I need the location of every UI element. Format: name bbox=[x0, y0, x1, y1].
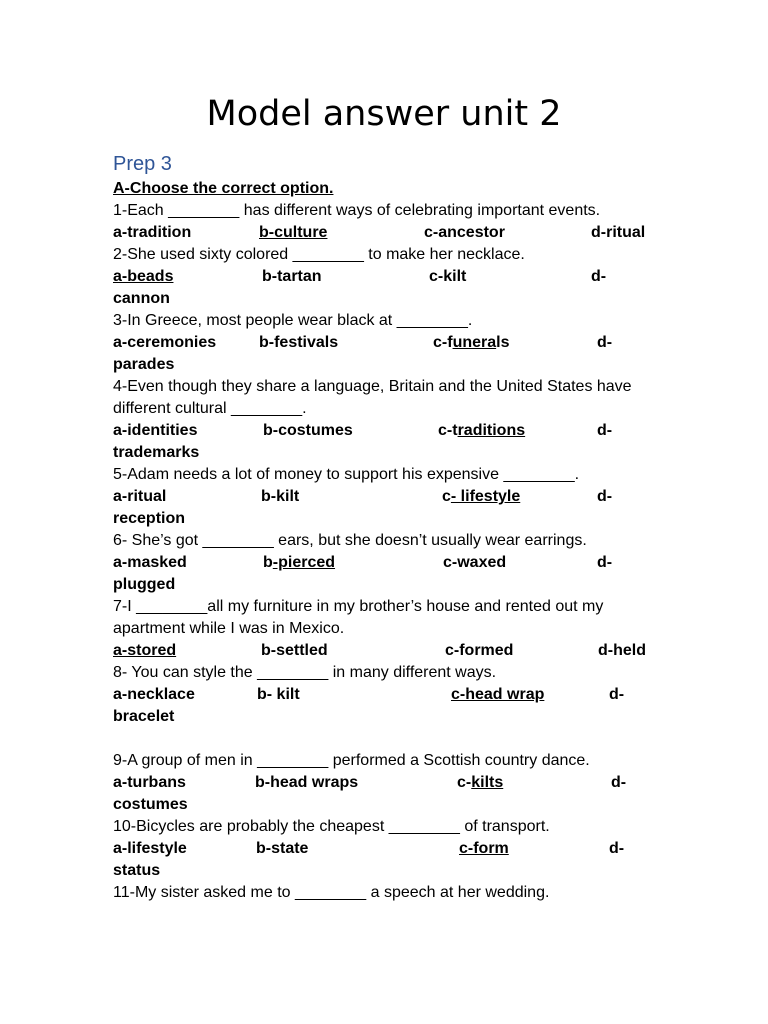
option-a: a-masked bbox=[113, 554, 187, 571]
question-7-line-2: apartment while I was in Mexico. bbox=[113, 620, 345, 637]
question-5: 5-Adam needs a lot of money to support his expensive ________. bbox=[113, 466, 580, 483]
option-d: d-ritual bbox=[591, 224, 646, 241]
question-1: 1-Each ________ has different ways of celebrating important events. bbox=[113, 202, 601, 219]
question-4-line-1: 4-Even though they share a language, Britain and the United States have bbox=[113, 378, 632, 395]
option-c: c-ancestor bbox=[424, 224, 505, 241]
option-d: d- bbox=[597, 554, 613, 571]
option-a: a-turbans bbox=[113, 774, 186, 791]
options-10 bbox=[113, 838, 673, 860]
option-c-answer: c-head wrap bbox=[451, 686, 545, 703]
question-10: 10-Bicycles are probably the cheapest ________ of transport. bbox=[113, 818, 550, 835]
question-11: 11-My sister asked me to ________ a speech at her wedding. bbox=[113, 884, 550, 901]
option-d: d- bbox=[597, 334, 613, 351]
option-a: a-lifestyle bbox=[113, 840, 187, 857]
option-a: a-tradition bbox=[113, 224, 192, 241]
worksheet bbox=[113, 92, 673, 904]
options-6 bbox=[113, 552, 673, 574]
question-7-line-1: 7-I ________all my furniture in my brother’s house and rented out my bbox=[113, 598, 604, 615]
option-d: d- bbox=[591, 268, 607, 285]
option-d-continued: costumes bbox=[113, 796, 188, 813]
options-4 bbox=[113, 420, 673, 442]
options-5 bbox=[113, 486, 673, 508]
question-2: 2-She used sixty colored ________ to make her necklace. bbox=[113, 246, 525, 263]
option-b: b-state bbox=[256, 840, 309, 857]
option-b: b-kilt bbox=[261, 488, 300, 505]
option-d-continued: bracelet bbox=[113, 708, 175, 725]
option-b-answer: b-culture bbox=[259, 224, 328, 241]
options-9 bbox=[113, 772, 673, 794]
option-d: d-held bbox=[598, 642, 646, 659]
option-d: d- bbox=[597, 488, 613, 505]
option-d-continued: reception bbox=[113, 510, 186, 527]
option-c-answer: c-kilts bbox=[457, 774, 504, 791]
options-7 bbox=[113, 640, 673, 662]
option-d: d- bbox=[609, 840, 625, 857]
options-1 bbox=[113, 222, 673, 244]
option-b-answer: b-pierced bbox=[263, 554, 336, 571]
spacer bbox=[113, 728, 673, 750]
option-c-answer: c-form bbox=[459, 840, 509, 857]
option-c: c-waxed bbox=[443, 554, 507, 571]
option-c-answer: c- lifestyle bbox=[442, 488, 521, 505]
option-d-continued: parades bbox=[113, 356, 175, 373]
question-8: 8- You can style the ________ in many different ways. bbox=[113, 664, 497, 681]
option-b: b-tartan bbox=[262, 268, 322, 285]
question-3: 3-In Greece, most people wear black at ________. bbox=[113, 312, 473, 329]
option-d-continued: cannon bbox=[113, 290, 170, 307]
option-d-continued: status bbox=[113, 862, 161, 879]
option-a: a-ritual bbox=[113, 488, 167, 505]
subtitle: Prep 3 bbox=[113, 153, 172, 175]
page-title: Model answer unit 2 bbox=[206, 94, 562, 134]
options-8 bbox=[113, 684, 673, 706]
option-a-answer: a-stored bbox=[113, 642, 177, 659]
option-c: c-kilt bbox=[429, 268, 467, 285]
option-d: d- bbox=[597, 422, 613, 439]
option-b: b-costumes bbox=[263, 422, 353, 439]
option-d-continued: trademarks bbox=[113, 444, 200, 461]
options-3 bbox=[113, 332, 673, 354]
question-6: 6- She’s got ________ ears, but she doesn’t usually wear earrings. bbox=[113, 532, 587, 549]
section-heading: A-Choose the correct option. bbox=[113, 180, 334, 197]
option-c-answer: c-traditions bbox=[438, 422, 526, 439]
options-2 bbox=[113, 266, 673, 288]
option-a: a-necklace bbox=[113, 686, 195, 703]
option-a-answer: a-beads bbox=[113, 268, 174, 285]
option-a: a-ceremonies bbox=[113, 334, 217, 351]
option-b: b-settled bbox=[261, 642, 328, 659]
option-a: a-identities bbox=[113, 422, 198, 439]
option-d-continued: plugged bbox=[113, 576, 176, 593]
question-4-line-2: different cultural ________. bbox=[113, 400, 307, 417]
option-b: b-festivals bbox=[259, 334, 339, 351]
option-c-answer: c-funerals bbox=[433, 334, 510, 351]
option-b: b- kilt bbox=[257, 686, 300, 703]
question-9: 9-A group of men in ________ performed a Scottish country dance. bbox=[113, 752, 590, 769]
option-c: c-formed bbox=[445, 642, 514, 659]
option-d: d- bbox=[611, 774, 627, 791]
option-b: b-head wraps bbox=[255, 774, 359, 791]
option-d: d- bbox=[609, 686, 625, 703]
